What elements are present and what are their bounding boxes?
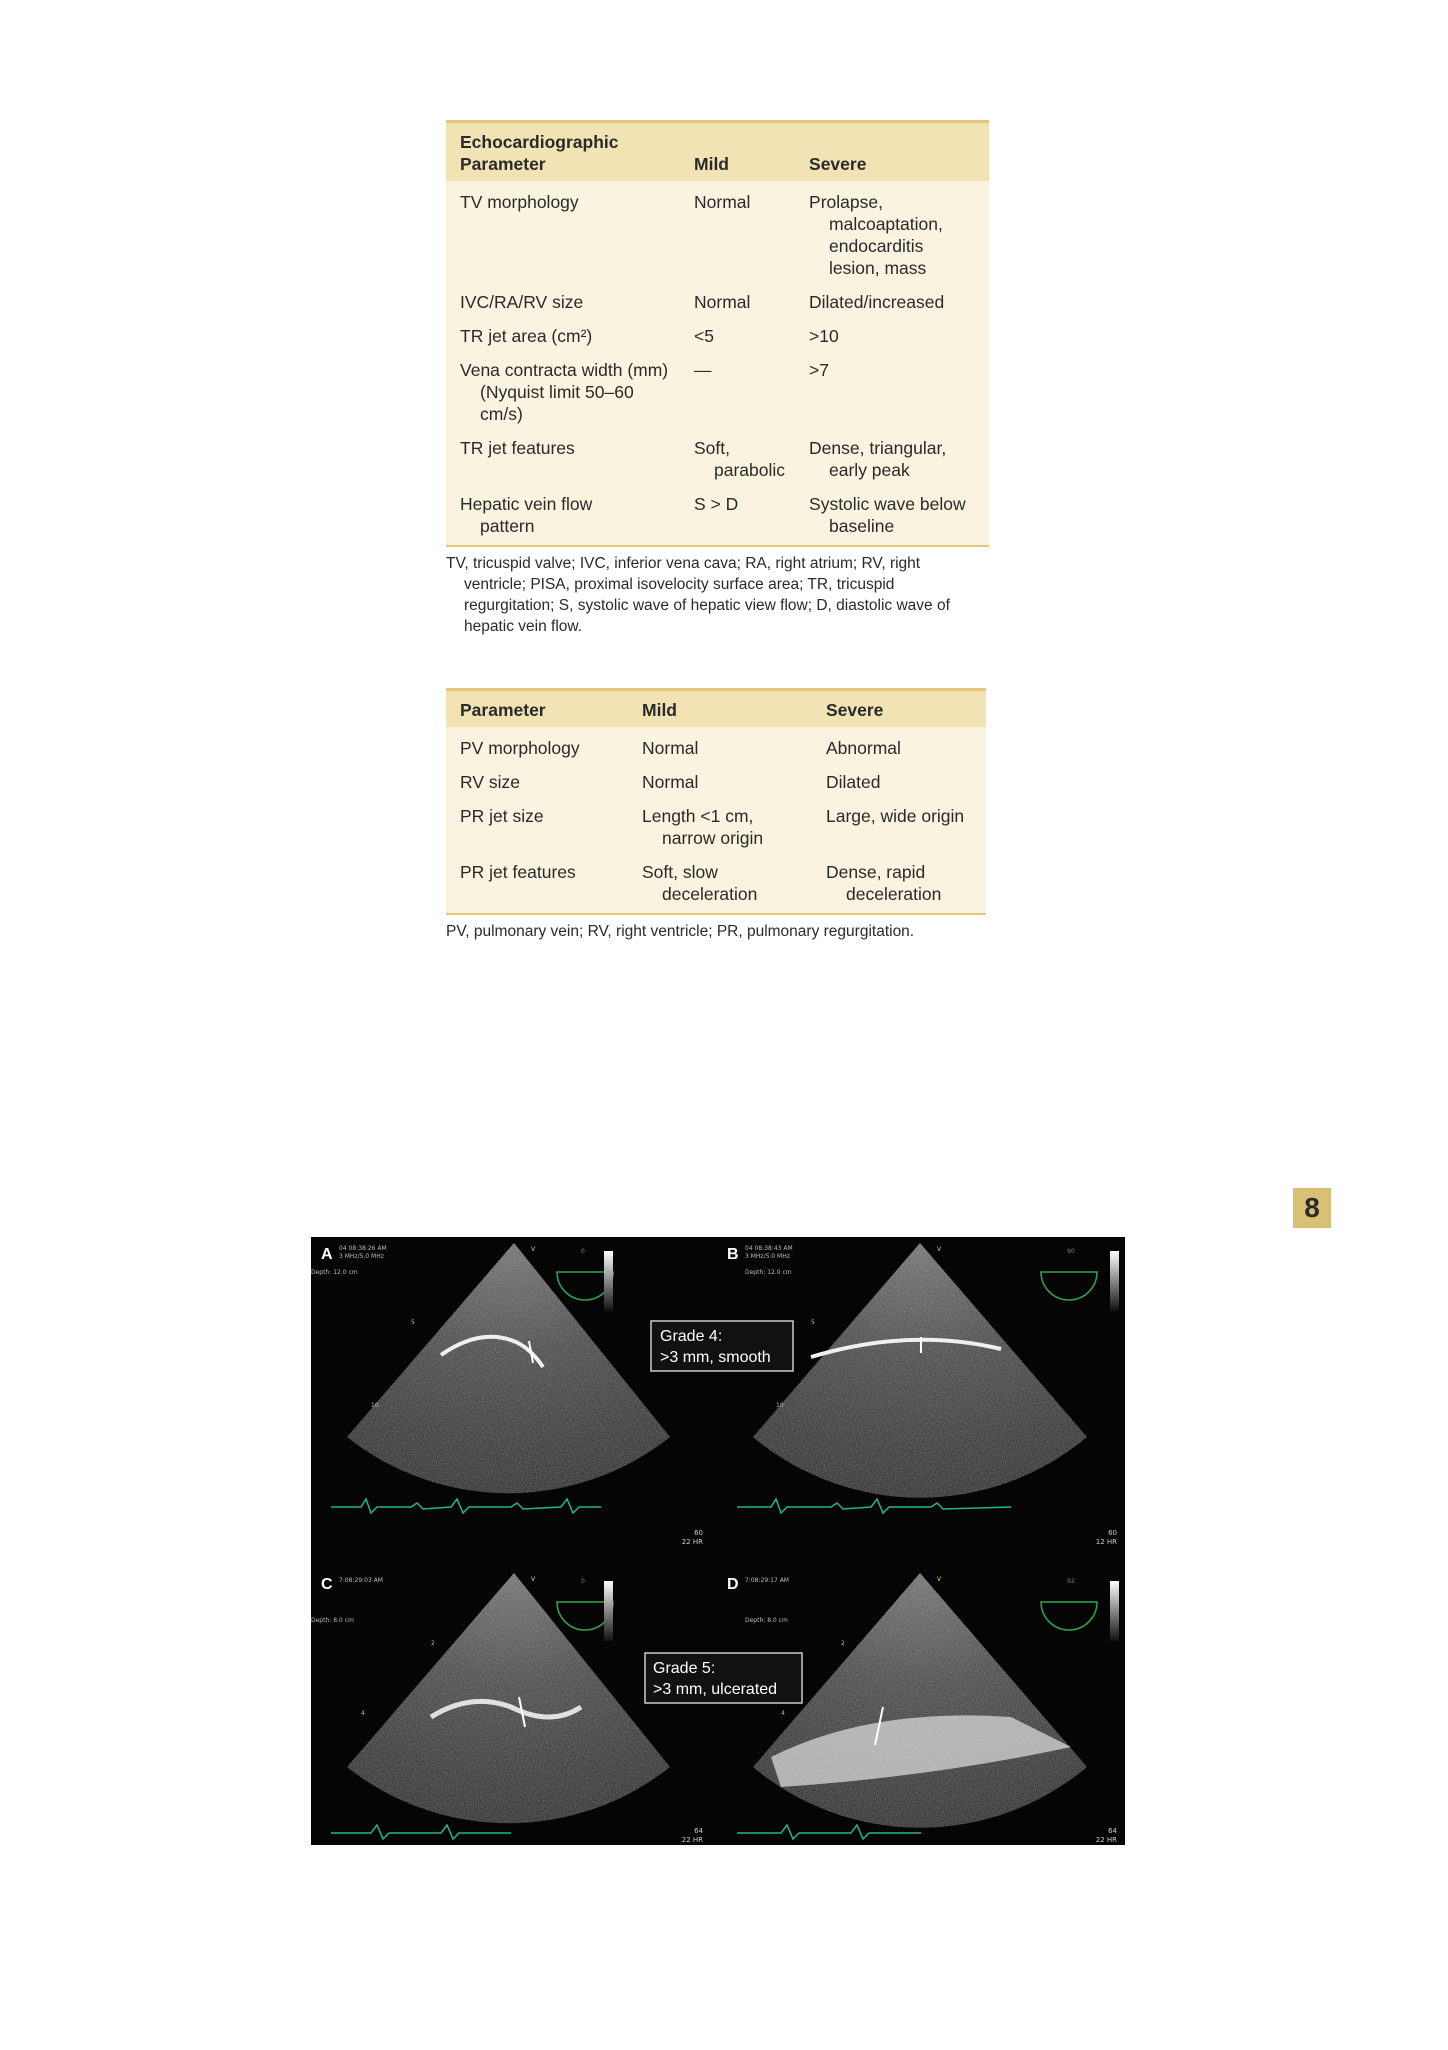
echo-figure-svg: [311, 1237, 1125, 1845]
table1-header-mild: Mild: [680, 122, 795, 182]
panel-info: 7:08:29:17 AM: [745, 1577, 789, 1584]
table-cell: >7: [809, 360, 829, 380]
table-row: [446, 487, 989, 546]
depth-mark: 4: [781, 1710, 785, 1717]
table-cell: —: [694, 360, 712, 380]
probe-angle: 92: [1067, 1578, 1075, 1585]
heart-rate: 64: [694, 1827, 703, 1835]
grayscale-bar: [1110, 1251, 1119, 1311]
grayscale-bar: [604, 1581, 613, 1641]
panel-letter: D: [727, 1576, 739, 1593]
table-cell: Normal: [694, 192, 751, 212]
sector-speckle: [347, 1243, 670, 1493]
heart-rate-label: 12 HR: [1095, 1538, 1117, 1546]
table-row: [446, 285, 989, 319]
table-cell: Large, wide origin: [826, 806, 965, 826]
table-cell: PV morphology: [460, 738, 580, 758]
table-cell: Vena contracta width (mm) (Nyquist limit 50–60 cm/s): [460, 360, 669, 424]
callout-line: >3 mm, smooth: [660, 1349, 771, 1366]
v-marker: V: [531, 1576, 536, 1583]
table-row: [446, 799, 986, 855]
table-cell: Normal: [694, 292, 751, 312]
pulmonary-regurgitation-table: [446, 688, 986, 946]
table-row: [446, 727, 986, 765]
table-row: [446, 855, 986, 914]
depth-mark: 2: [841, 1640, 845, 1647]
table1-footnote: [446, 547, 986, 641]
sector-speckle: [753, 1243, 1087, 1498]
tricuspid-regurgitation-table: [446, 120, 986, 641]
table-cell: Normal: [642, 738, 699, 758]
heart-rate-label: 22 HR: [1095, 1836, 1117, 1844]
depth-mark: 10: [776, 1402, 784, 1409]
depth-mark: 5: [811, 1319, 815, 1326]
panel-b: [727, 1243, 1119, 1546]
panel-info: Depth: 8.0 cm: [311, 1617, 354, 1624]
panel-info: 3 MHz/5.0 MHz: [745, 1253, 790, 1260]
callout-line: Grade 4:: [660, 1328, 723, 1345]
panel-info: 04 08:38:43 AM: [745, 1245, 793, 1252]
probe-angle: 0: [581, 1578, 585, 1585]
table2-header-severe: Severe: [812, 690, 986, 728]
table-cell: Dense, rapid deceleration: [826, 862, 942, 904]
heart-rate-label: 22 HR: [681, 1836, 703, 1844]
callout-grade-5: [645, 1653, 802, 1703]
panel-info: Depth: 12.0 cm: [745, 1269, 792, 1276]
sector-speckle: [753, 1573, 1087, 1828]
ecg-trace: [331, 1825, 511, 1839]
table-cell: <5: [694, 326, 714, 346]
table-cell: Prolapse, malcoaptation, endocarditis lesion, mass: [809, 192, 943, 278]
panel-letter: A: [321, 1246, 333, 1263]
callout-line: >3 mm, ulcerated: [653, 1681, 778, 1698]
heart-rate-label: 22 HR: [681, 1538, 703, 1546]
panel-info: Depth: 8.0 cm: [745, 1617, 788, 1624]
table2-footnote: [446, 915, 986, 946]
table-cell: RV size: [460, 772, 520, 792]
table-row: [446, 319, 989, 353]
table-cell: Abnormal: [826, 738, 901, 758]
ecg-trace: [737, 1499, 1011, 1513]
echo-figure: [311, 1237, 1125, 1845]
table-cell: Hepatic vein flow pattern: [460, 494, 593, 536]
table-cell: S > D: [694, 494, 739, 514]
heart-rate: 60: [1108, 1529, 1117, 1537]
table-cell: TR jet area (cm²): [460, 326, 593, 346]
table-cell: IVC/RA/RV size: [460, 292, 584, 312]
table1-header-parameter: Echocardiographic Parameter: [446, 122, 680, 182]
table-cell: Dense, triangular, early peak: [809, 438, 947, 480]
probe-angle: 90: [1067, 1248, 1075, 1255]
table-cell: Normal: [642, 772, 699, 792]
table1: [446, 120, 989, 547]
table2: [446, 688, 986, 915]
sector-speckle: [347, 1573, 670, 1823]
panel-c: [311, 1573, 704, 1844]
ecg-trace: [331, 1499, 601, 1513]
table-cell: TV morphology: [460, 192, 579, 212]
footnote-text: PV, pulmonary vein; RV, right ventricle; PR, pulmonary regurgitation.: [446, 923, 915, 940]
panel-info: Depth: 12.0 cm: [311, 1269, 358, 1276]
table-cell: Length <1 cm, narrow origin: [642, 806, 764, 848]
table-cell: Dilated/increased: [809, 292, 945, 312]
table-cell: PR jet features: [460, 862, 576, 882]
panel-info: 3 MHz/5.0 MHz: [339, 1253, 384, 1260]
probe-angle: 0: [581, 1248, 585, 1255]
probe-angle-icon: [1041, 1272, 1097, 1300]
depth-mark: 4: [361, 1710, 365, 1717]
table-cell: PR jet size: [460, 806, 544, 826]
table1-header-severe: Severe: [795, 122, 989, 182]
depth-mark: 5: [411, 1319, 415, 1326]
heart-rate: 64: [1108, 1827, 1117, 1835]
callout-grade-4: [651, 1321, 793, 1371]
depth-mark: 2: [431, 1640, 435, 1647]
v-marker: V: [937, 1576, 942, 1583]
panel-a: [311, 1243, 703, 1546]
callout-line: Grade 5:: [653, 1660, 716, 1677]
table-cell: Dilated: [826, 772, 881, 792]
table2-header-parameter: Parameter: [446, 690, 628, 728]
grayscale-bar: [604, 1251, 613, 1311]
table-cell: Systolic wave below baseline: [809, 494, 966, 536]
table-cell: Soft, slow deceleration: [642, 862, 758, 904]
probe-angle-icon: [1041, 1602, 1097, 1630]
table-cell: Soft, parabolic: [694, 438, 786, 480]
ecg-trace: [737, 1825, 921, 1839]
panel-letter: B: [727, 1246, 739, 1263]
footnote-text: TV, tricuspid valve; IVC, inferior vena cava; RA, right atrium; RV, right ventricle; PISA, proximal isovelocity surface area; TR, tricuspid regurgitation; S, systolic wave of hepatic view flow; D, diastolic wave of hepatic vein flow.: [446, 555, 950, 635]
depth-mark: 10: [371, 1402, 379, 1409]
table-cell: >10: [809, 326, 839, 346]
grayscale-bar: [1110, 1581, 1119, 1641]
table2-header-mild: Mild: [628, 690, 812, 728]
heart-rate: 60: [694, 1529, 703, 1537]
panel-letter: C: [321, 1576, 333, 1593]
table-row: [446, 431, 989, 487]
panel-d: [727, 1573, 1119, 1844]
v-marker: V: [937, 1246, 942, 1253]
table-row: [446, 353, 989, 431]
table-row: [446, 181, 989, 285]
table-row: [446, 765, 986, 799]
panel-info: 7:08:29:03 AM: [339, 1577, 383, 1584]
table-cell: TR jet features: [460, 438, 575, 458]
v-marker: V: [531, 1246, 536, 1253]
page-number-tab: 8: [1293, 1188, 1331, 1228]
panel-info: 04 08:38:26 AM: [339, 1245, 387, 1252]
